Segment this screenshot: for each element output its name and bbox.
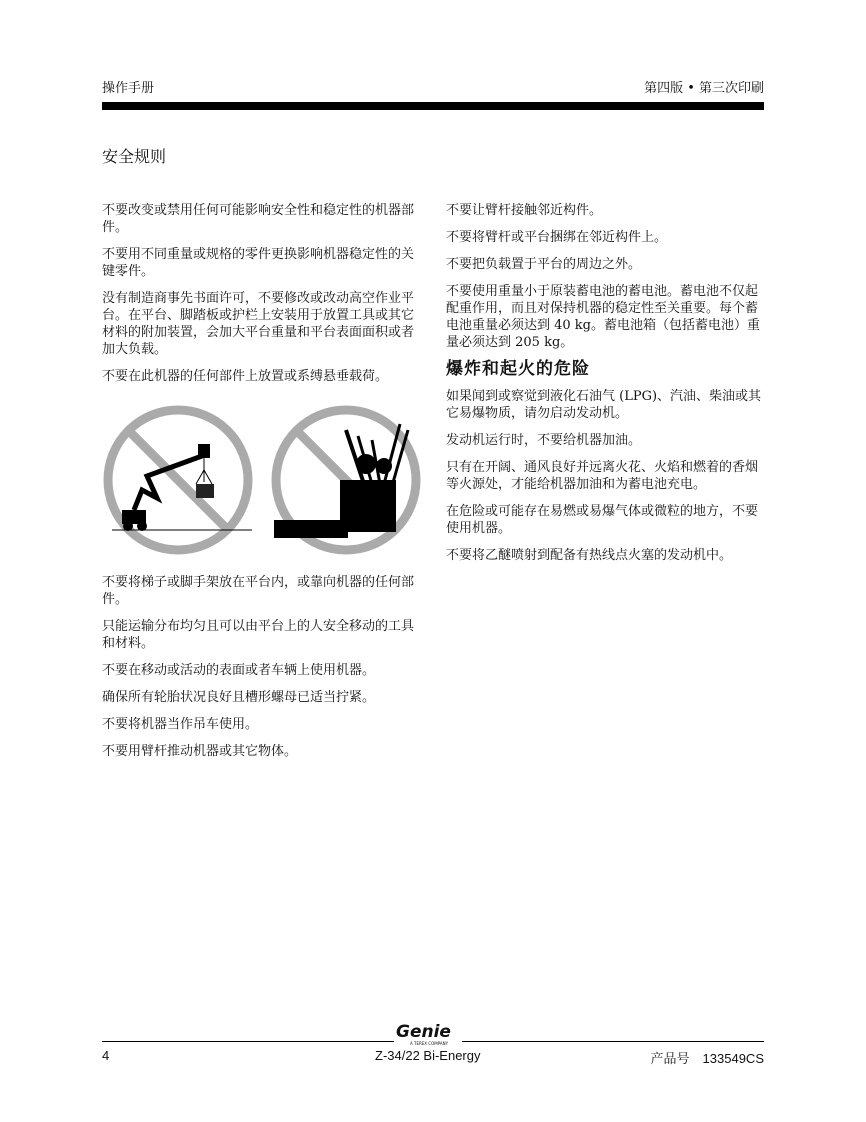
paragraph: 没有制造商事先书面许可，不要修改或改动高空作业平台。在平台、脚踏板或护栏上安装用于放置工具或其它材料的附加装置，会加大平台重量和平台表面面积或者加大负载。 bbox=[102, 291, 415, 357]
paragraph: 不要在移动或活动的表面或者车辆上使用机器。 bbox=[102, 663, 376, 678]
paragraph: 不要用臂杆推动机器或其它物体。 bbox=[102, 744, 298, 759]
logo-text: Genie bbox=[396, 1022, 451, 1042]
paragraph: 只能运输分布均匀且可以由平台上的人安全移动的工具和材料。 bbox=[102, 619, 415, 651]
right-column bbox=[446, 202, 766, 574]
footer-model: Z-34/22 Bi-Energy bbox=[375, 1048, 481, 1063]
paragraph: 在危险或可能存在易燃或易爆气体或微粒的地方，不要使用机器。 bbox=[446, 504, 759, 536]
header-right: 第四版 • 第三次印刷 bbox=[644, 81, 764, 96]
left-column-bottom bbox=[102, 574, 422, 770]
paragraph: 发动机运行时，不要给机器加油。 bbox=[446, 433, 642, 448]
paragraph: 不要让臂杆接触邻近构件。 bbox=[446, 203, 603, 218]
paragraph: 确保所有轮胎状况良好且槽形螺母已适当拧紧。 bbox=[102, 690, 376, 705]
explosion-fire-heading: 爆炸和起火的危险 bbox=[446, 359, 590, 379]
prohibition-illustrations bbox=[102, 400, 422, 560]
paragraph: 如果闻到或察觉到液化石油气 (LPG)、汽油、柴油或其它易爆物质，请勿启动发动机。 bbox=[446, 389, 762, 421]
footer-line-left bbox=[102, 1041, 394, 1042]
genie-logo bbox=[396, 1022, 460, 1046]
paragraph: 不要将乙醚喷射到配备有热线点火塞的发动机中。 bbox=[446, 548, 733, 563]
no-tools-overload-icon bbox=[274, 410, 416, 550]
paragraph: 只有在开阔、通风良好并远离火花、火焰和燃着的香烟等火源处，才能给机器加油和为蓄电池充电。 bbox=[446, 460, 759, 492]
left-column-top bbox=[102, 202, 422, 395]
paragraph: 不要使用重量小于原装蓄电池的蓄电池。蓄电池不仅起配重作用，而且对保持机器的稳定性至关重要。每个蓄电池重量必须达到 40 kg。蓄电池箱（包括蓄电池）重量必须达到 205 kg。 bbox=[446, 284, 761, 350]
logo-subtext: A TEREX COMPANY bbox=[410, 1041, 449, 1046]
header-bar bbox=[102, 102, 764, 110]
paragraph: 不要将机器当作吊车使用。 bbox=[102, 717, 259, 732]
paragraph: 不要在此机器的任何部件上放置或系缚悬垂载荷。 bbox=[102, 369, 389, 384]
footer-page-number: 4 bbox=[102, 1048, 110, 1063]
paragraph: 不要把负载置于平台的周边之外。 bbox=[446, 257, 642, 272]
footer-part-number: 产品号 133549CS bbox=[650, 1051, 764, 1066]
no-hanging-load-icon bbox=[108, 410, 252, 550]
paragraph: 不要将臂杆或平台捆绑在邻近构件上。 bbox=[446, 230, 668, 245]
header-left: 操作手册 bbox=[102, 81, 155, 96]
section-title: 安全规则 bbox=[102, 147, 167, 166]
footer-line-right bbox=[462, 1041, 764, 1042]
paragraph: 不要将梯子或脚手架放在平台内，或靠向机器的任何部件。 bbox=[102, 575, 415, 607]
paragraph: 不要用不同重量或规格的零件更换影响机器稳定性的关键零件。 bbox=[102, 247, 415, 279]
paragraph: 不要改变或禁用任何可能影响安全性和稳定性的机器部件。 bbox=[102, 203, 415, 235]
